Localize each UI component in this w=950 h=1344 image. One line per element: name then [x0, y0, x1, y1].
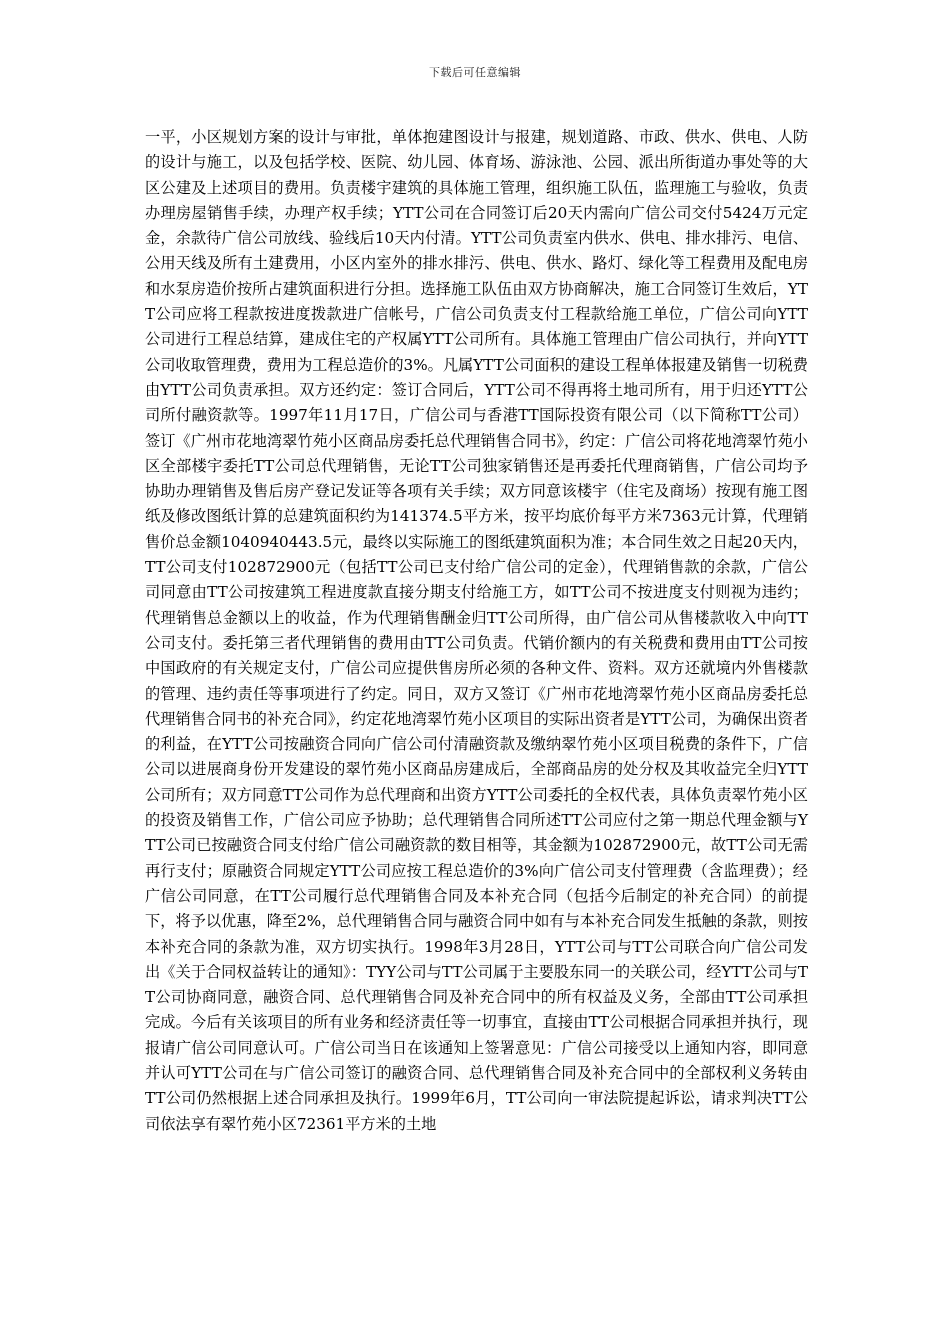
body-paragraph: 一平，小区规划方案的设计与审批，单体抱建图设计与报建，规划道路、市政、供水、供电、人防的设计与施工，以及包括学校、医院、幼儿园、体育场、游泳池、公园、派出所街道办事处等的大区公建及上述项目的费用。负责楼宇建筑的具体施工管理，组织施工队伍，监理施工与验收，负责办理房屋销售手续，办理产权手续；YTT公司在合同签订后20天内需向广信公司交付5424万元定金，余款待广信公司放线、验线后10天内付清。YTT公司负责室内供水、供电、排水排污、电信、公用天线及所有土建费用，小区内室外的排水排污、供电、供水、路灯、绿化等工程费用及配电房和水泵房造价按所占建筑面积进行分担。选择施工队伍由双方协商解决，施工合同签订生效后，YTT公司应将工程款按进度拨款进广信帐号，广信公司负责支付工程款给施工单位，广信公司向YTT公司进行工程总结算，建成住宅的产权属YTT公司所有。具体施工管理由广信公司执行，并向YTT公司收取管理费，费用为工程总造价的3%。凡属YTT公司面积的建设工程单体报建及销售一切税费由YTT公司负责承担。双方还约定：签订合同后，YTT公司不得再将土地司所有，用于归还YTT公司所付融资款等。1997年11月17日，广信公司与香港TT国际投资有限公司（以下简称TT公司）签订《广州市花地湾翠竹苑小区商品房委托总代理销售合同书》，约定：广信公司将花地湾翠竹苑小区全部楼宇委托TT公司总代理销售，无论TT公司独家销售还是再委托代理商销售，广信公司均予协助办理销售及售后房产登记发证等各项有关手续；双方同意该楼宇（住宅及商场）按现有施工图纸及修改图纸计算的总建筑面积约为141374.5平方米，按平均底价每平方米7363元计算，代理销售价总金额1040940443.5元，最终以实际施工的图纸建筑面积为准；本合同生效之日起20天内，TT公司支付102872900元（包括TT公司已支付给广信公司的定金），代理销售款的余款，广信公司同意由TT公司按建筑工程进度款直接分期支付给施工方，如TT公司不按进度支付则视为违约；代理销售总金额以上的收益，作为代理销售酬金归TT公司所得，由广信公司从售楼款收入中向TT公司支付。委托第三者代理销售的费用由TT公司负责。代销价额内的有关税费和费用由TT公司按中国政府的有关规定支付，广信公司应提供售房所必须的各种文件、资料。双方还就境内外售楼款的管理、违约责任等事项进行了约定。同日，双方又签订《广州市花地湾翠竹苑小区商品房委托总代理销售合同书的补充合同》，约定花地湾翠竹苑小区项目的实际出资者是YTT公司，为确保出资者的利益，在YTT公司按融资合同向广信公司付清融资款及缴纳翠竹苑小区项目税费的条件下，广信公司以进展商身份开发建设的翠竹苑小区商品房建成后，全部商品房的处分权及其收益完全归YTT公司所有；双方同意TT公司作为总代理商和出资方YTT公司委托的全权代表，具体负责翠竹苑小区的投资及销售工作，广信公司应予协助；总代理销售合同所述TT公司应付之第一期总代理金额与YTT公司已按融资合同支付给广信公司融资款的数目相等，其金额为102872900元，故TT公司无需再行支付；原融资合同规定YTT公司应按工程总造价的3%向广信公司支付管理费（含监理费）；经广信公司同意，在TT公司履行总代理销售合同及本补充合同（包括今后制定的补充合同）的前提下，将予以优惠，降至2%，总代理销售合同与融资合同中如有与本补充合同发生抵触的条款，则按本补充合同的条款为准，双方切实执行。1998年3月28日，YTT公司与TT公司联合向广信公司发出《关于合同权益转让的通知》：TYY公司与TT公司属于主要股东同一的关联公司，经YTT公司与TT公司协商同意，融资合同、总代理销售合同及补充合同中的所有权益及义务，全部由TT公司承担完成。今后有关该项目的所有业务和经济责任等一切事宜，直接由TT公司根据合同承担并执行，现报请广信公司同意认可。广信公司当日在该通知上签署意见：广信公司接受以上通知内容，即同意并认可YTT公司在与广信公司签订的融资合同、总代理销售合同及补充合同中的全部权利义务转由TT公司仍然根据上述合同承担及执行。1999年6月，TT公司向一审法院提起诉讼，请求判决TT公司依法享有翠竹苑小区72361平方米的土地	[145, 128, 808, 1133]
page-header: 下载后可任意编辑	[429, 66, 521, 79]
